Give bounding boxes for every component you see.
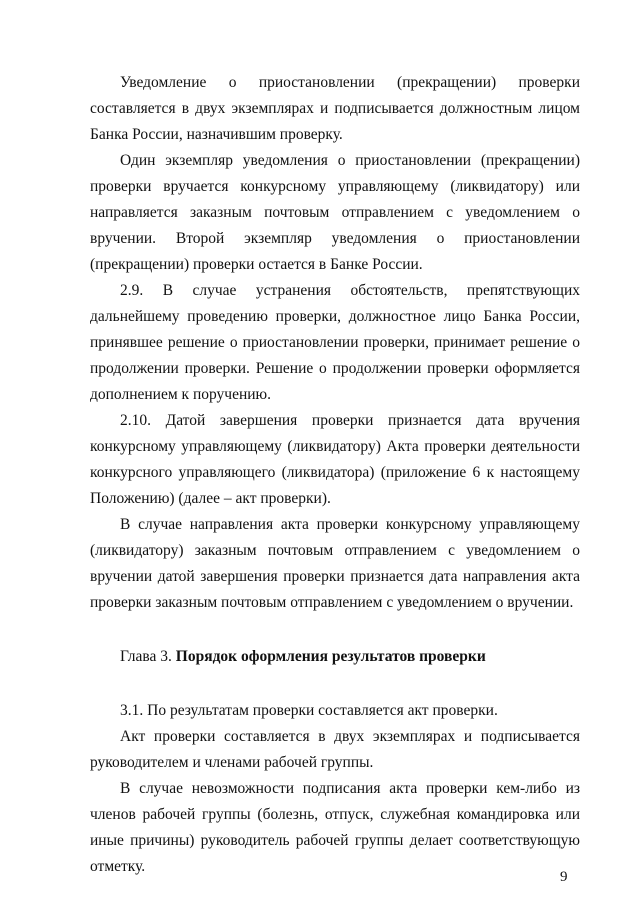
paragraph-mail-delivery: В случае направления акта проверки конкурсному управляющему (ликвидатору) заказным почтовым отправлением с уведомлением о вручении датой завершения проверки признается дата направления акта проверки заказным почтовым отправлением с уведомлением о вручении. [90,516,580,611]
paragraph-2-10: 2.10. Датой завершения проверки признается дата вручения конкурсному управляющему (ликвидатору) Акта проверки деятельности конкурсного управляющего (ликвидатора) (приложение 6 к настоящему Положению) (далее – акт проверки). [90,412,580,507]
chapter-prefix: Глава 3. [120,648,176,665]
paragraph-notice-delivery: Один экземпляр уведомления о приостановлении (прекращении) проверки вручается конкурсному управляющему (ликвидатору) или направляется заказным почтовым отправлением с уведомлением о вручении. Второй экземпляр уведомления о приостановлении (прекращении) проверки остается в Банке России. [90,152,580,273]
paragraph-signing-impossible: В случае невозможности подписания акта проверки кем-либо из членов рабочей группы (болезнь, отпуск, служебная командировка или иные причины) руководитель рабочей группы делает соответствующую отметку. [90,780,580,875]
paragraph-3-1: 3.1. По результатам проверки составляется акт проверки. [120,702,498,719]
chapter-title: Порядок оформления результатов проверки [175,648,486,665]
page-number: 9 [560,869,568,885]
chapter-heading [90,644,580,670]
document-body [90,70,580,880]
paragraph-act-signing: Акт проверки составляется в двух экземплярах и подписывается руководителем и членами рабочей группы. [90,728,580,771]
paragraph-notice-signing: Уведомление о приостановлении (прекращении) проверки составляется в двух экземплярах и подписывается должностным лицом Банка России, назначившим проверку. [90,74,580,143]
paragraph-2-9: 2.9. В случае устранения обстоятельств, препятствующих дальнейшему проведению проверки, должностное лицо Банка России, принявшее решение о приостановлении проверки, принимает решение о продолжении проверки. Решение о продолжении проверки оформляется дополнением к поручению. [90,282,580,403]
